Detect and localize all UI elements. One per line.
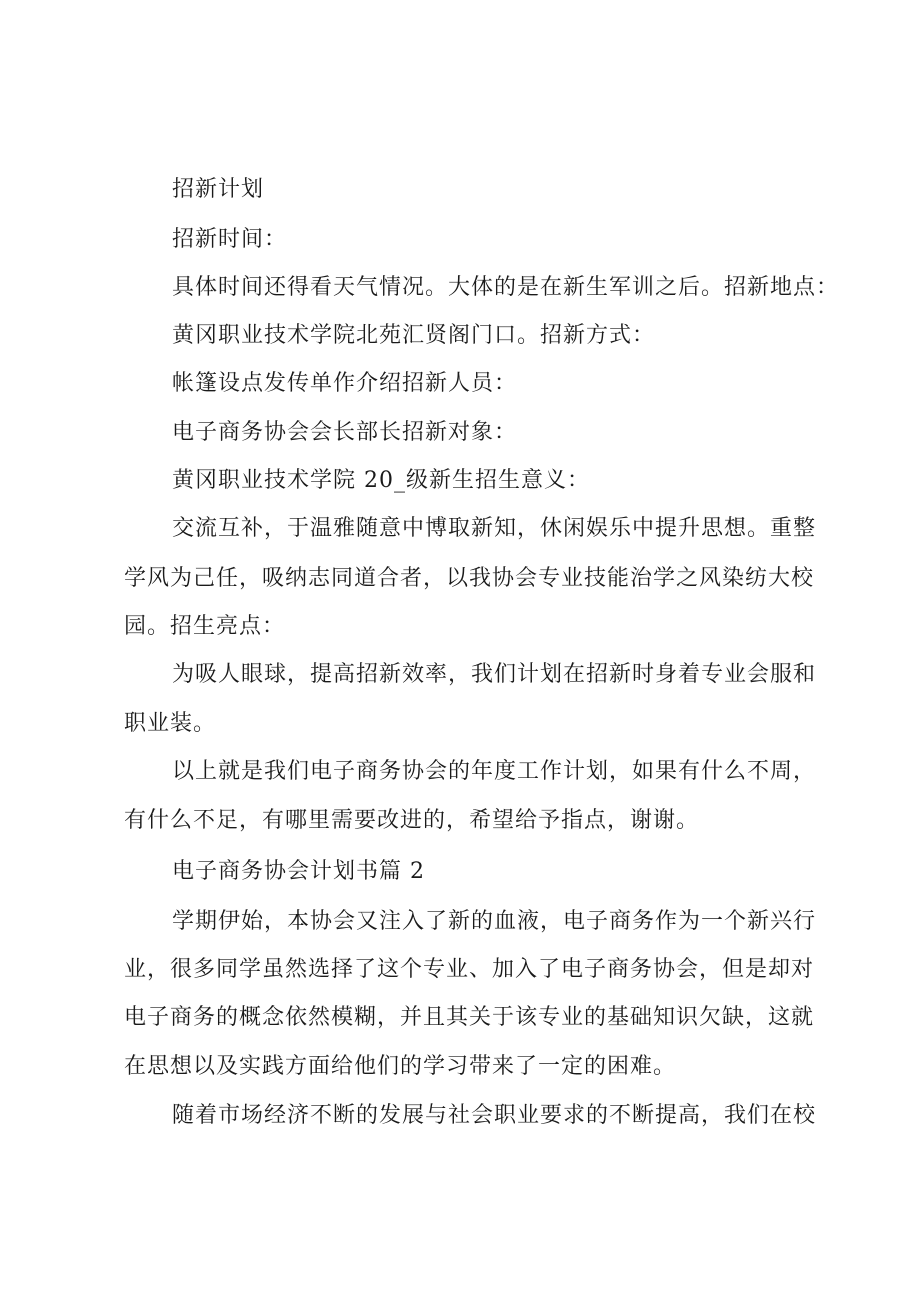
text-line: 黄冈职业技术学院北苑汇贤阁门口。招新方式： (172, 323, 656, 348)
paragraph-line: 随着市场经济不断的发展与社会职业要求的不断提高，我们在校 (172, 1103, 817, 1128)
section-heading: 招新计划 (172, 177, 265, 202)
text-line: 电子商务协会会长部长招新对象： (172, 420, 518, 445)
paragraph-line: 为吸人眼球，提高招新效率，我们计划在招新时身着专业会服和 (172, 662, 817, 687)
paragraph-line: 职业装。 (124, 711, 217, 736)
paragraph-line: 学风为己任，吸纳志同道合者，以我协会专业技能治学之风染纺大校 (124, 566, 815, 591)
text-line: 黄冈职业技术学院 20_级新生招生意义： (172, 468, 590, 493)
paragraph-line: 业，很多同学虽然选择了这个专业、加入了电子商务协会，但是却对 (124, 957, 815, 982)
paragraph-line: 在思想以及实践方面给他们的学习带来了一定的困难。 (124, 1054, 677, 1079)
text-line: 帐篷设点发传单作介绍招新人员： (172, 371, 518, 396)
paragraph-line: 学期伊始，本协会又注入了新的血液，电子商务作为一个新兴行 (172, 909, 817, 934)
paragraph-line: 有什么不足，有哪里需要改进的，希望给予指点，谢谢。 (124, 808, 700, 833)
text-line: 招新时间： (172, 227, 288, 252)
text-line: 具体时间还得看天气情况。大体的是在新生军训之后。招新地点： (172, 275, 840, 300)
paragraph-line: 电子商务的概念依然模糊，并且其关于该专业的基础知识欠缺，这就 (124, 1005, 815, 1030)
section-heading: 电子商务协会计划书篇 2 (172, 859, 425, 884)
paragraph-line: 园。招生亮点： (124, 614, 286, 639)
paragraph-line: 交流互补，于温雅随意中博取新知，休闲娱乐中提升思想。重整 (172, 516, 817, 541)
paragraph-line: 以上就是我们电子商务协会的年度工作计划，如果有什么不周， (172, 759, 817, 784)
